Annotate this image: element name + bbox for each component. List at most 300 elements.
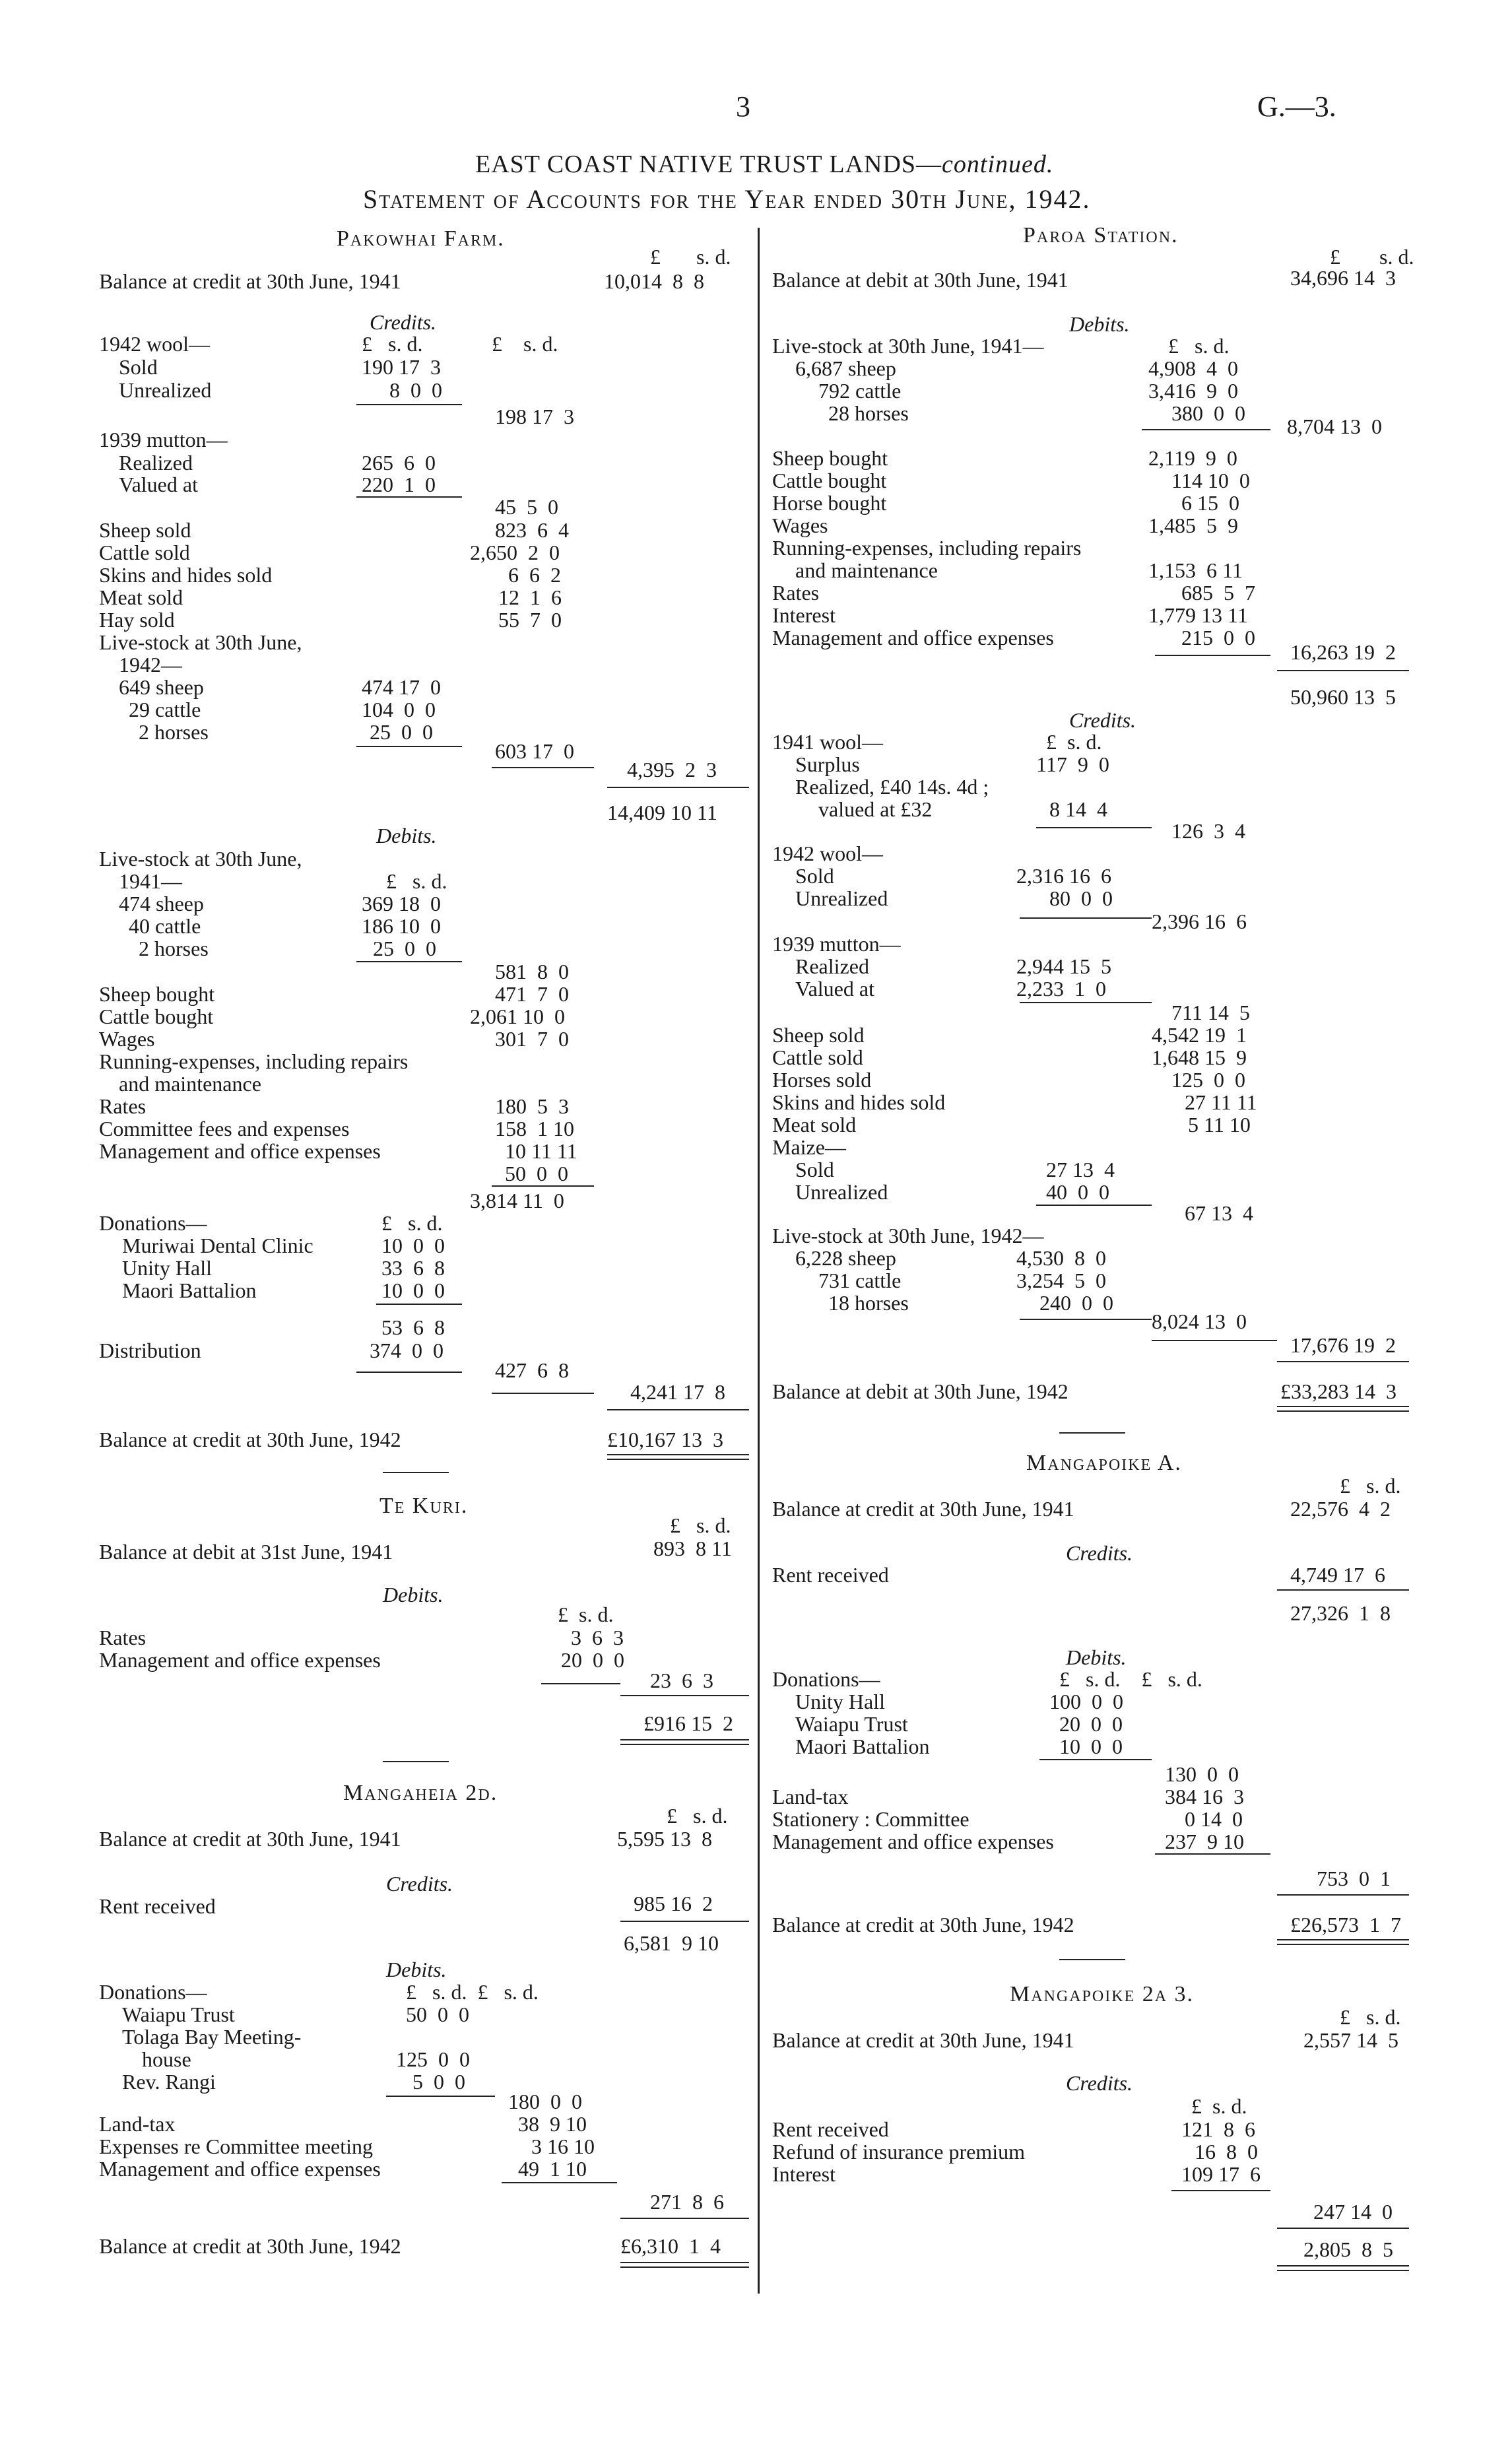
col-head: £ s. d. £ s. d.	[1059, 1667, 1202, 1691]
line-label: 1939 mutton—	[772, 932, 901, 956]
line-value: 2,061 10 0	[470, 1005, 565, 1028]
line-value: 10 11 11	[505, 1139, 577, 1163]
rule	[620, 2218, 749, 2219]
line-value: 10 0 0	[1059, 1735, 1123, 1758]
line-value: 471 7 0	[495, 982, 569, 1006]
col-head: £ s. d. £ s. d.	[406, 1980, 539, 2004]
line-value: 40 0 0	[1046, 1180, 1109, 1204]
line-value: 2,119 9 0	[1148, 446, 1237, 470]
line-label: Sold	[119, 355, 158, 379]
line-label: Interest	[772, 603, 836, 627]
line-label: Management and office expenses	[772, 626, 1054, 649]
rule	[1277, 1894, 1409, 1896]
col-head: £ s. d.	[1046, 730, 1102, 754]
subtotal: 427 6 8	[495, 1358, 569, 1382]
rule	[1155, 1853, 1270, 1855]
rule	[492, 1185, 594, 1187]
line-label: Skins and hides sold	[99, 563, 273, 587]
line-label: Horses sold	[772, 1068, 872, 1092]
line-value: 1,648 15 9	[1152, 1045, 1247, 1069]
rule	[1152, 1340, 1277, 1341]
line-label: Muriwai Dental Clinic	[122, 1234, 313, 1257]
closing-value: £916 15 2	[643, 1711, 733, 1735]
line-label: Sheep bought	[99, 982, 215, 1006]
line-value: 80 0 0	[1049, 886, 1113, 910]
line-label: Management and office expenses	[99, 1648, 381, 1672]
rule	[356, 746, 462, 747]
opening-label: Balance at debit at 30th June, 1941	[772, 268, 1068, 292]
rule	[1155, 655, 1270, 656]
line-value: 49 1 10	[518, 2157, 587, 2181]
subtotal: 45 5 0	[495, 495, 558, 519]
credits-heading: Credits.	[386, 1872, 453, 1896]
section-heading: Paroa Station.	[1023, 223, 1179, 248]
section-separator	[1059, 1959, 1125, 1960]
running-sum: 6,581 9 10	[624, 1931, 719, 1955]
col-head-sd: s. d.	[696, 245, 731, 269]
line-label: Maori Battalion	[795, 1735, 930, 1758]
line-label: 1939 mutton—	[99, 428, 228, 451]
line-value: 6 15 0	[1181, 491, 1239, 515]
opening-label: Balance at debit at 31st June, 1941	[99, 1540, 393, 1564]
line-label: Realized	[795, 954, 869, 978]
section-separator	[1059, 1432, 1125, 1434]
line-value: 3,416 9 0	[1148, 379, 1238, 403]
section-separator	[383, 1761, 449, 1762]
rule	[541, 1683, 620, 1684]
credits-heading: Credits.	[370, 310, 437, 334]
rule	[386, 2096, 495, 2097]
line-value: 220 1 0	[362, 473, 436, 496]
line-value: 5 0 0	[412, 2070, 465, 2094]
line-value: 1,779 13 11	[1148, 603, 1248, 627]
line-value: 27 13 4	[1046, 1158, 1115, 1181]
debits-total: 271 8 6	[650, 2190, 724, 2214]
line-value: 121 8 6	[1181, 2117, 1255, 2141]
line-label: Running-expenses, including repairs	[772, 536, 1082, 560]
opening-value: 5,595 13 8	[617, 1827, 712, 1851]
closing-value: 2,805 8 5	[1303, 2237, 1393, 2261]
col-head: £ s. d.	[1340, 2005, 1401, 2029]
line-value: 190 17 3	[362, 355, 441, 379]
rule	[1142, 429, 1270, 430]
subtotal: 2,396 16 6	[1152, 910, 1247, 933]
line-label: Meat sold	[772, 1113, 857, 1137]
subtotal: 3,814 11 0	[470, 1189, 564, 1212]
rule	[1036, 1205, 1152, 1206]
line-value: 10 0 0	[381, 1278, 445, 1302]
closing-value: £10,167 13 3	[607, 1428, 723, 1451]
line-label: Valued at	[119, 473, 198, 496]
line-label: Management and office expenses	[772, 1830, 1054, 1853]
rule	[620, 1739, 749, 1740]
line-label: Management and office expenses	[99, 2157, 381, 2181]
running-sum: 14,409 10 11	[607, 801, 717, 824]
line-value: 1,485 5 9	[1148, 513, 1238, 537]
line-value: 240 0 0	[1039, 1291, 1113, 1315]
document-title: EAST COAST NATIVE TRUST LANDS—continued.	[475, 150, 1054, 178]
subtotal: 8,024 13 0	[1152, 1309, 1247, 1333]
rule	[1277, 1410, 1409, 1412]
line-value: 180 5 3	[495, 1094, 569, 1118]
line-label: Wages	[772, 513, 828, 537]
line-label: Live-stock at 30th June, 1942—	[772, 1224, 1044, 1247]
section-heading: Mangaheia 2d.	[343, 1781, 498, 1805]
rule	[376, 1304, 462, 1305]
rule	[1277, 1944, 1409, 1945]
opening-value: 10,014 8 8	[604, 269, 704, 293]
line-label: Horse bought	[772, 491, 887, 515]
line-value: 2,650 2 0	[470, 541, 560, 564]
line-label: 1942 wool—	[99, 332, 210, 356]
line-value: 12 1 6	[498, 585, 562, 609]
subtotal: 8,704 13 0	[1287, 414, 1382, 438]
line-value: 125 0 0	[396, 2047, 470, 2071]
rule	[1020, 1319, 1152, 1320]
line-value: 16 8 0	[1195, 2140, 1258, 2164]
line-label: Sold	[795, 864, 834, 888]
line-label: and maintenance	[119, 1072, 261, 1096]
subtotal: 16,263 19 2	[1290, 640, 1396, 664]
line-label: Live-stock at 30th June,	[99, 847, 302, 871]
line-label: and maintenance	[795, 558, 938, 582]
line-label: Stationery : Committee	[772, 1807, 970, 1831]
line-label: Interest	[772, 2162, 836, 2186]
rule	[607, 1454, 749, 1455]
section-separator	[383, 1472, 449, 1473]
line-label: Surplus	[795, 752, 860, 776]
line-label: Rent received	[772, 1563, 889, 1587]
rule	[356, 1372, 462, 1373]
document-subtitle: Statement of Accounts for the Year ended 30th June, 1942.	[363, 184, 1091, 214]
col-head: £ s. d.	[670, 1513, 731, 1537]
line-label: Donations—	[99, 1980, 207, 2004]
line-value: 27 11 11	[1185, 1090, 1257, 1114]
line-label: Unrealized	[119, 378, 212, 402]
line-label: Land-tax	[99, 2112, 176, 2136]
rule	[1171, 2190, 1270, 2191]
line-value: 685 5 7	[1181, 581, 1255, 605]
line-value: 823 6 4	[495, 518, 569, 542]
col-head-sd: s. d.	[1379, 245, 1414, 269]
col-head: £ s. d.	[492, 332, 558, 356]
line-label: Valued at	[795, 977, 874, 1001]
col-head: £ s. d.	[362, 332, 423, 356]
credits-total: 4,395 2 3	[627, 758, 717, 781]
line-value: 3,254 5 0	[1016, 1269, 1106, 1292]
line-label: Skins and hides sold	[772, 1090, 946, 1114]
line-value: 5 11 10	[1188, 1113, 1251, 1137]
line-label: 6,228 sheep	[795, 1246, 896, 1270]
rule	[607, 1459, 749, 1460]
line-value: 3 16 10	[531, 2134, 595, 2158]
line-label: Realized	[119, 451, 193, 475]
line-value: 4,749 17 6	[1290, 1563, 1385, 1587]
line-value: 3 6 3	[571, 1626, 624, 1649]
line-label: Rates	[99, 1094, 147, 1118]
line-label: Sheep sold	[99, 518, 191, 542]
line-label: 2 horses	[139, 720, 209, 744]
credits-total: 247 14 0	[1313, 2200, 1393, 2224]
rule	[1036, 827, 1152, 828]
line-label: Maize—	[772, 1135, 846, 1159]
line-value: 265 6 0	[362, 451, 436, 475]
line-value: 114 10 0	[1171, 469, 1250, 492]
subtotal: 53 6 8	[381, 1315, 445, 1339]
line-value: 369 18 0	[362, 892, 441, 915]
rule	[356, 496, 462, 498]
opening-value: 22,576 4 2	[1290, 1497, 1391, 1521]
line-value: 10 0 0	[381, 1234, 445, 1257]
line-label: Hay sold	[99, 608, 175, 632]
debits-heading: Debits.	[1069, 312, 1130, 336]
line-label: Live-stock at 30th June,	[99, 630, 302, 654]
closing-label: Balance at debit at 30th June, 1942	[772, 1379, 1068, 1403]
line-label: 18 horses	[828, 1291, 909, 1315]
closing-value: £26,573 1 7	[1290, 1913, 1401, 1936]
line-label: Wages	[99, 1027, 155, 1051]
debits-heading: Debits.	[1066, 1645, 1127, 1669]
line-value: 4,542 19 1	[1152, 1023, 1247, 1047]
section-heading: Pakowhai Farm.	[337, 226, 505, 251]
line-value: 20 0 0	[561, 1648, 624, 1672]
debits-total: 753 0 1	[1317, 1867, 1391, 1890]
line-value: 104 0 0	[362, 698, 436, 721]
line-value: 215 0 0	[1181, 626, 1255, 649]
line-value: 50 0 0	[505, 1162, 568, 1185]
subtotal: 180 0 0	[508, 2090, 582, 2113]
line-label: Sheep sold	[772, 1023, 865, 1047]
rule	[607, 1409, 749, 1410]
line-value: 4,530 8 0	[1016, 1246, 1106, 1270]
line-value: 8 14 4	[1049, 797, 1107, 821]
line-label: Unity Hall	[122, 1256, 212, 1280]
line-label: Waiapu Trust	[795, 1712, 908, 1736]
line-value: 380 0 0	[1171, 401, 1245, 425]
line-value: 2,316 16 6	[1016, 864, 1111, 888]
rule	[356, 961, 462, 962]
rule	[620, 1695, 749, 1696]
rule	[620, 2262, 749, 2263]
rule	[1277, 1406, 1409, 1407]
subtotal: 711 14 5	[1171, 1001, 1250, 1024]
line-value: 100 0 0	[1049, 1690, 1123, 1713]
line-label: house	[142, 2047, 191, 2071]
closing-label: Balance at credit at 30th June, 1942	[99, 2234, 401, 2258]
line-label: Expenses re Committee meeting	[99, 2134, 373, 2158]
line-value: 474 17 0	[362, 675, 441, 699]
line-label: valued at £32	[818, 797, 933, 821]
line-label: Distribution	[99, 1339, 201, 1362]
rule	[1277, 1361, 1409, 1362]
line-label: Maori Battalion	[122, 1278, 257, 1302]
credits-heading: Credits.	[1066, 1541, 1133, 1565]
page-number: 3	[736, 90, 750, 123]
line-label: Realized, £40 14s. 4d ;	[795, 775, 989, 799]
line-label: Sold	[795, 1158, 834, 1181]
line-label: Live-stock at 30th June, 1941—	[772, 334, 1044, 358]
closing-label: Balance at credit at 30th June, 1942	[772, 1913, 1074, 1936]
rule	[1020, 917, 1152, 919]
rule	[1039, 1759, 1152, 1760]
line-value: 8 0 0	[389, 378, 442, 402]
line-label: 1941—	[119, 869, 182, 893]
line-label: 6,687 sheep	[795, 356, 896, 380]
line-value: 985 16 2	[634, 1892, 713, 1915]
line-label: 1942—	[119, 653, 182, 677]
line-label: Donations—	[772, 1667, 880, 1691]
rule	[356, 404, 462, 405]
line-label: 40 cattle	[129, 914, 201, 938]
line-value: 125 0 0	[1171, 1068, 1245, 1092]
col-head: £ s. d.	[558, 1603, 614, 1626]
line-value: 25 0 0	[370, 720, 433, 744]
line-value: 237 9 10	[1165, 1830, 1244, 1853]
line-label: 2 horses	[139, 937, 209, 960]
line-label: Waiapu Trust	[122, 2002, 235, 2026]
line-value: 38 9 10	[518, 2112, 587, 2136]
line-label: Rev. Rangi	[122, 2070, 216, 2094]
credits-heading: Credits.	[1066, 2071, 1133, 2095]
rule	[1277, 2228, 1409, 2229]
closing-value: £33,283 14 3	[1280, 1379, 1397, 1403]
col-head: £ s. d.	[1340, 1474, 1401, 1498]
line-label: Rates	[772, 581, 820, 605]
line-label: 731 cattle	[818, 1269, 902, 1292]
line-label: Donations—	[99, 1211, 207, 1235]
col-head: £ s. d.	[386, 869, 447, 893]
col-head-pound: £	[1330, 245, 1340, 269]
line-label: Committee fees and expenses	[99, 1117, 350, 1141]
line-label: Rent received	[772, 2117, 889, 2141]
col-head: £ s. d.	[667, 1804, 728, 1828]
rule	[607, 787, 749, 788]
debits-heading: Debits.	[386, 1958, 447, 1981]
subtotal: 126 3 4	[1171, 819, 1245, 843]
closing-value: £6,310 1 4	[620, 2234, 721, 2258]
line-value: 374 0 0	[370, 1339, 444, 1362]
line-label: Meat sold	[99, 585, 183, 609]
debits-total: 4,241 17 8	[630, 1380, 725, 1404]
section-heading: Te Kuri.	[379, 1494, 469, 1518]
running-sum: 27,326 1 8	[1290, 1601, 1391, 1625]
rule	[1277, 1939, 1409, 1940]
rule	[620, 1744, 749, 1745]
line-label: Cattle bought	[772, 469, 887, 492]
line-label: 792 cattle	[818, 379, 902, 403]
rule	[502, 2182, 617, 2183]
line-value: 33 6 8	[381, 1256, 445, 1280]
line-value: 117 9 0	[1036, 752, 1109, 776]
subtotal: 130 0 0	[1165, 1762, 1239, 1786]
subtotal: 198 17 3	[495, 405, 574, 428]
line-label: Cattle bought	[99, 1005, 214, 1028]
opening-value: 2,557 14 5	[1303, 2028, 1398, 2052]
line-value: 1,153 6 11	[1148, 558, 1243, 582]
line-value: 2,944 15 5	[1016, 954, 1111, 978]
total: 23 6 3	[650, 1669, 713, 1692]
debits-heading: Debits.	[383, 1583, 444, 1606]
line-value: 0 14 0	[1185, 1807, 1243, 1831]
line-label: Unity Hall	[795, 1690, 885, 1713]
document-code: G.—3.	[1257, 90, 1336, 123]
line-label: Management and office expenses	[99, 1139, 381, 1163]
line-value: 2,233 1 0	[1016, 977, 1106, 1001]
line-label: 1942 wool—	[772, 842, 883, 865]
line-value: 4,908 4 0	[1148, 356, 1238, 380]
credits-total: 17,676 19 2	[1290, 1333, 1396, 1357]
opening-label: Balance at credit at 30th June, 1941	[772, 2028, 1074, 2052]
subtotal: 603 17 0	[495, 739, 574, 763]
opening-label: Balance at credit at 30th June, 1941	[99, 269, 401, 293]
line-label: Refund of insurance premium	[772, 2140, 1025, 2164]
line-label: Cattle sold	[772, 1045, 863, 1069]
line-value: 50 0 0	[406, 2002, 469, 2026]
line-value: 384 16 3	[1165, 1785, 1244, 1808]
line-value: 20 0 0	[1059, 1712, 1123, 1736]
line-value: 158 1 10	[495, 1117, 574, 1141]
running-sum: 50,960 13 5	[1290, 685, 1396, 709]
subtotal: 581 8 0	[495, 960, 569, 983]
line-value: 109 17 6	[1181, 2162, 1261, 2186]
line-value: 6 6 2	[508, 563, 561, 587]
debits-heading: Debits.	[376, 824, 437, 847]
closing-label: Balance at credit at 30th June, 1942	[99, 1428, 401, 1451]
section-heading: Mangapoike A.	[1026, 1451, 1182, 1475]
line-value: 55 7 0	[498, 608, 562, 632]
opening-value: 34,696 14 3	[1290, 266, 1396, 290]
col-head: £ s. d.	[381, 1211, 443, 1235]
rule	[620, 1921, 749, 1922]
subtotal: 67 13 4	[1185, 1201, 1253, 1225]
line-label: Rent received	[99, 1894, 216, 1918]
line-label: Sheep bought	[772, 446, 888, 470]
line-label: 29 cattle	[129, 698, 201, 721]
line-value: 186 10 0	[362, 914, 441, 938]
rule	[620, 2266, 749, 2268]
line-label: 649 sheep	[119, 675, 204, 699]
col-head: £ s. d.	[1191, 2094, 1247, 2118]
col-head: £ s. d.	[1168, 334, 1230, 358]
opening-value: 893 8 11	[653, 1537, 732, 1560]
line-label: Cattle sold	[99, 541, 190, 564]
section-heading: Mangapoike 2a 3.	[1010, 1982, 1195, 2006]
rule	[1277, 670, 1409, 671]
line-value: 301 7 0	[495, 1027, 569, 1051]
rule	[492, 767, 594, 768]
rule	[1020, 1002, 1152, 1003]
line-label: 28 horses	[828, 401, 909, 425]
line-label: 1941 wool—	[772, 730, 883, 754]
opening-label: Balance at credit at 30th June, 1941	[99, 1827, 401, 1851]
credits-heading: Credits.	[1069, 708, 1136, 732]
rule	[1277, 2265, 1409, 2266]
column-divider	[758, 228, 760, 2294]
opening-label: Balance at credit at 30th June, 1941	[772, 1497, 1074, 1521]
line-label: Unrealized	[795, 1180, 888, 1204]
line-label: Tolaga Bay Meeting-	[122, 2025, 302, 2049]
line-label: Running-expenses, including repairs	[99, 1049, 409, 1073]
line-label: 474 sheep	[119, 892, 204, 915]
rule	[1277, 1589, 1409, 1591]
line-label: Rates	[99, 1626, 147, 1649]
line-value: 25 0 0	[373, 937, 436, 960]
line-label: Unrealized	[795, 886, 888, 910]
col-head-pound: £	[650, 245, 661, 269]
rule	[492, 1393, 594, 1394]
line-label: Land-tax	[772, 1785, 849, 1808]
rule	[1277, 2270, 1409, 2271]
